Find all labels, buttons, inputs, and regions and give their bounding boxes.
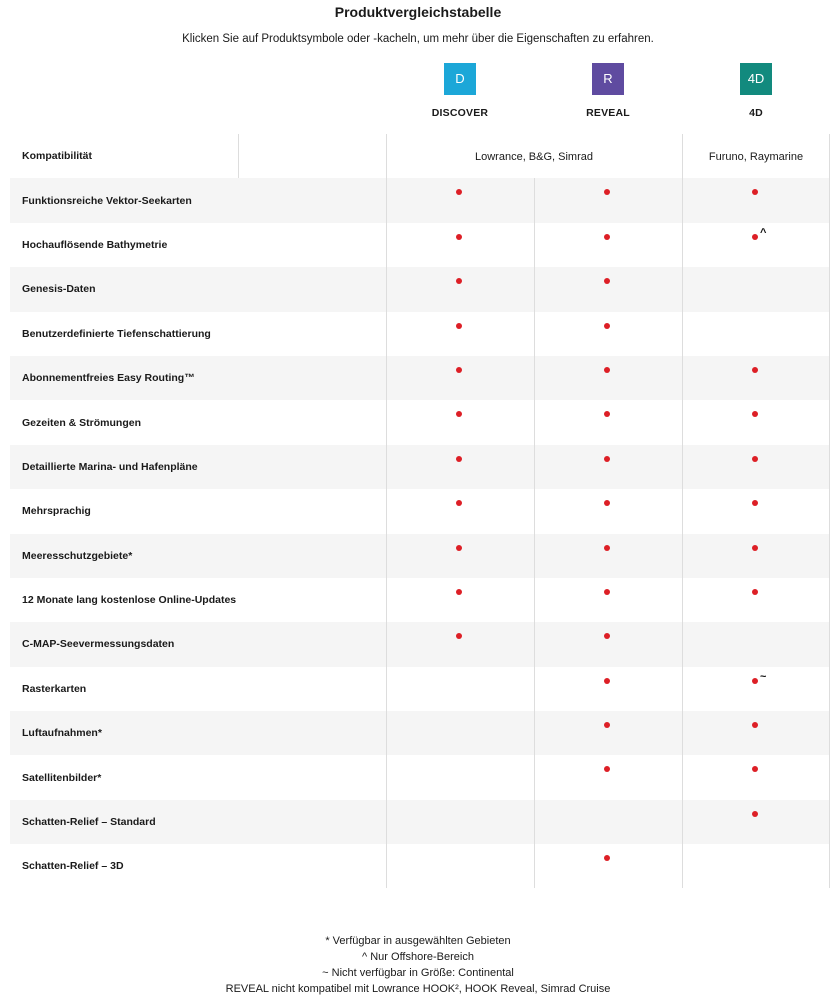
available-dot-icon bbox=[752, 678, 758, 684]
row-label: Luftaufnahmen* bbox=[22, 727, 102, 740]
feature-cell-reveal bbox=[534, 267, 682, 311]
available-dot-icon bbox=[604, 678, 610, 684]
row-label: Schatten-Relief – Standard bbox=[22, 816, 156, 829]
available-dot-icon bbox=[604, 545, 610, 551]
row-label: Schatten-Relief – 3D bbox=[22, 860, 124, 873]
compat-4d: Furuno, Raymarine bbox=[708, 151, 804, 164]
comparison-table bbox=[10, 134, 830, 889]
row-label: Rasterkarten bbox=[22, 682, 87, 695]
feature-cell-reveal bbox=[534, 755, 682, 799]
footnote: ^ Nur Offshore-Bereich bbox=[362, 951, 474, 963]
row-label: Kompatibilität bbox=[22, 150, 92, 163]
available-dot-icon bbox=[604, 633, 610, 639]
available-dot-icon bbox=[604, 500, 610, 506]
reveal-tile-icon[interactable]: R bbox=[592, 63, 624, 95]
product-name[interactable]: DISCOVER bbox=[431, 107, 489, 119]
footnote-marker: ~ bbox=[760, 670, 767, 683]
available-dot-icon bbox=[456, 589, 462, 595]
feature-cell-4d bbox=[682, 356, 830, 400]
feature-cell-discover bbox=[386, 711, 534, 755]
row-label: Mehrsprachig bbox=[22, 505, 91, 518]
feature-cell-discover bbox=[386, 445, 534, 489]
feature-cell-4d bbox=[682, 622, 830, 666]
page-subtitle: Klicken Sie auf Produktsymbole oder -kacheln, um mehr über die Eigenschaften zu erfahren. bbox=[182, 33, 654, 45]
feature-cell-4d bbox=[682, 489, 830, 533]
available-dot-icon bbox=[752, 722, 758, 728]
feature-cell-discover bbox=[386, 755, 534, 799]
available-dot-icon bbox=[456, 189, 462, 195]
feature-cell-reveal bbox=[534, 178, 682, 222]
column-divider bbox=[682, 134, 683, 888]
feature-cell-discover bbox=[386, 534, 534, 578]
available-dot-icon bbox=[604, 766, 610, 772]
column-divider bbox=[386, 134, 387, 888]
available-dot-icon bbox=[604, 722, 610, 728]
available-dot-icon bbox=[752, 766, 758, 772]
compat-discover-reveal: Lowrance, B&G, Simrad bbox=[475, 151, 593, 164]
feature-cell-reveal bbox=[534, 445, 682, 489]
available-dot-icon bbox=[456, 323, 462, 329]
available-dot-icon bbox=[604, 323, 610, 329]
row-label: Abonnementfreies Easy Routing™ bbox=[22, 372, 195, 385]
available-dot-icon bbox=[456, 500, 462, 506]
feature-cell-reveal bbox=[534, 711, 682, 755]
feature-cell-discover bbox=[386, 844, 534, 888]
available-dot-icon bbox=[752, 500, 758, 506]
feature-row bbox=[10, 711, 830, 755]
footnote: ~ Nicht verfügbar in Größe: Continental bbox=[322, 967, 514, 979]
available-dot-icon bbox=[752, 234, 758, 240]
available-dot-icon bbox=[752, 589, 758, 595]
feature-cell-discover bbox=[386, 489, 534, 533]
row-label: Detaillierte Marina- und Hafenpläne bbox=[22, 460, 198, 473]
feature-cell-reveal bbox=[534, 844, 682, 888]
feature-cell-discover bbox=[386, 578, 534, 622]
available-dot-icon bbox=[456, 633, 462, 639]
row-label: Meeresschutzgebiete* bbox=[22, 549, 133, 562]
available-dot-icon bbox=[604, 456, 610, 462]
feature-cell-reveal bbox=[534, 489, 682, 533]
feature-cell-reveal bbox=[534, 622, 682, 666]
column-divider bbox=[534, 178, 535, 888]
available-dot-icon bbox=[456, 456, 462, 462]
row-label: Benutzerdefinierte Tiefenschattierung bbox=[22, 327, 211, 340]
available-dot-icon bbox=[752, 189, 758, 195]
row-label: C-MAP-Seevermessungsdaten bbox=[22, 638, 175, 651]
product-discover[interactable] bbox=[386, 63, 534, 119]
feature-cell-discover bbox=[386, 312, 534, 356]
feature-row bbox=[10, 844, 830, 888]
available-dot-icon bbox=[604, 367, 610, 373]
available-dot-icon bbox=[456, 278, 462, 284]
row-label: Gezeiten & Strömungen bbox=[22, 416, 142, 429]
feature-cell-discover bbox=[386, 667, 534, 711]
feature-cell-4d bbox=[682, 534, 830, 578]
page-title: Produktvergleichstabelle bbox=[334, 4, 502, 20]
feature-cell-4d bbox=[682, 445, 830, 489]
feature-cell-discover bbox=[386, 400, 534, 444]
feature-cell-4d bbox=[682, 267, 830, 311]
feature-cell-4d bbox=[682, 711, 830, 755]
feature-cell-reveal bbox=[534, 356, 682, 400]
feature-row bbox=[10, 800, 830, 844]
footnotes bbox=[0, 933, 836, 997]
feature-cell-reveal bbox=[534, 578, 682, 622]
row-label: 12 Monate lang kostenlose Online-Updates bbox=[22, 594, 237, 607]
feature-cell-4d bbox=[682, 178, 830, 222]
feature-cell-discover bbox=[386, 800, 534, 844]
available-dot-icon bbox=[604, 189, 610, 195]
available-dot-icon bbox=[456, 545, 462, 551]
feature-cell-4d bbox=[682, 800, 830, 844]
product-reveal[interactable] bbox=[534, 63, 682, 119]
feature-cell-4d bbox=[682, 844, 830, 888]
feature-cell-reveal bbox=[534, 534, 682, 578]
feature-cell-discover bbox=[386, 622, 534, 666]
feature-row bbox=[10, 356, 830, 400]
available-dot-icon bbox=[752, 811, 758, 817]
feature-row bbox=[10, 223, 830, 267]
feature-row bbox=[10, 667, 830, 711]
feature-cell-reveal bbox=[534, 667, 682, 711]
feature-row bbox=[10, 178, 830, 222]
feature-cell-reveal bbox=[534, 400, 682, 444]
feature-cell-4d bbox=[682, 223, 830, 267]
feature-row bbox=[10, 578, 830, 622]
row-label: Hochauflösende Bathymetrie bbox=[22, 238, 168, 251]
feature-cell-4d bbox=[682, 578, 830, 622]
available-dot-icon bbox=[752, 545, 758, 551]
column-divider bbox=[829, 134, 830, 888]
feature-row bbox=[10, 445, 830, 489]
feature-row bbox=[10, 755, 830, 799]
feature-cell-discover bbox=[386, 267, 534, 311]
footnote-marker: ^ bbox=[760, 226, 767, 239]
feature-row bbox=[10, 622, 830, 666]
available-dot-icon bbox=[604, 589, 610, 595]
4d-tile-icon[interactable]: 4D bbox=[740, 63, 772, 95]
feature-row bbox=[10, 400, 830, 444]
product-name[interactable]: REVEAL bbox=[586, 107, 630, 119]
feature-cell-4d bbox=[682, 400, 830, 444]
feature-cell-discover bbox=[386, 356, 534, 400]
available-dot-icon bbox=[604, 411, 610, 417]
feature-row bbox=[10, 312, 830, 356]
available-dot-icon bbox=[604, 855, 610, 861]
row-label: Satellitenbilder* bbox=[22, 771, 102, 784]
feature-cell-4d bbox=[682, 667, 830, 711]
available-dot-icon bbox=[456, 367, 462, 373]
feature-cell-discover bbox=[386, 178, 534, 222]
discover-tile-icon[interactable]: D bbox=[444, 63, 476, 95]
product-name[interactable]: 4D bbox=[749, 107, 763, 119]
feature-cell-reveal bbox=[534, 223, 682, 267]
available-dot-icon bbox=[604, 278, 610, 284]
product-4d[interactable] bbox=[682, 63, 830, 119]
feature-cell-reveal bbox=[534, 800, 682, 844]
feature-row bbox=[10, 534, 830, 578]
row-label: Funktionsreiche Vektor-Seekarten bbox=[22, 194, 192, 207]
feature-cell-4d bbox=[682, 312, 830, 356]
footnote: * Verfügbar in ausgewählten Gebieten bbox=[325, 935, 511, 947]
available-dot-icon bbox=[752, 367, 758, 373]
feature-cell-4d bbox=[682, 755, 830, 799]
feature-cell-reveal bbox=[534, 312, 682, 356]
available-dot-icon bbox=[456, 234, 462, 240]
row-label: Genesis-Daten bbox=[22, 283, 96, 296]
feature-row bbox=[10, 267, 830, 311]
feature-cell-discover bbox=[386, 223, 534, 267]
feature-row bbox=[10, 489, 830, 533]
footnote: REVEAL nicht kompatibel mit Lowrance HOOK², HOOK Reveal, Simrad Cruise bbox=[225, 983, 611, 995]
available-dot-icon bbox=[752, 411, 758, 417]
column-divider bbox=[238, 134, 239, 178]
available-dot-icon bbox=[456, 411, 462, 417]
available-dot-icon bbox=[604, 234, 610, 240]
compatibility-row bbox=[10, 134, 830, 178]
available-dot-icon bbox=[752, 456, 758, 462]
